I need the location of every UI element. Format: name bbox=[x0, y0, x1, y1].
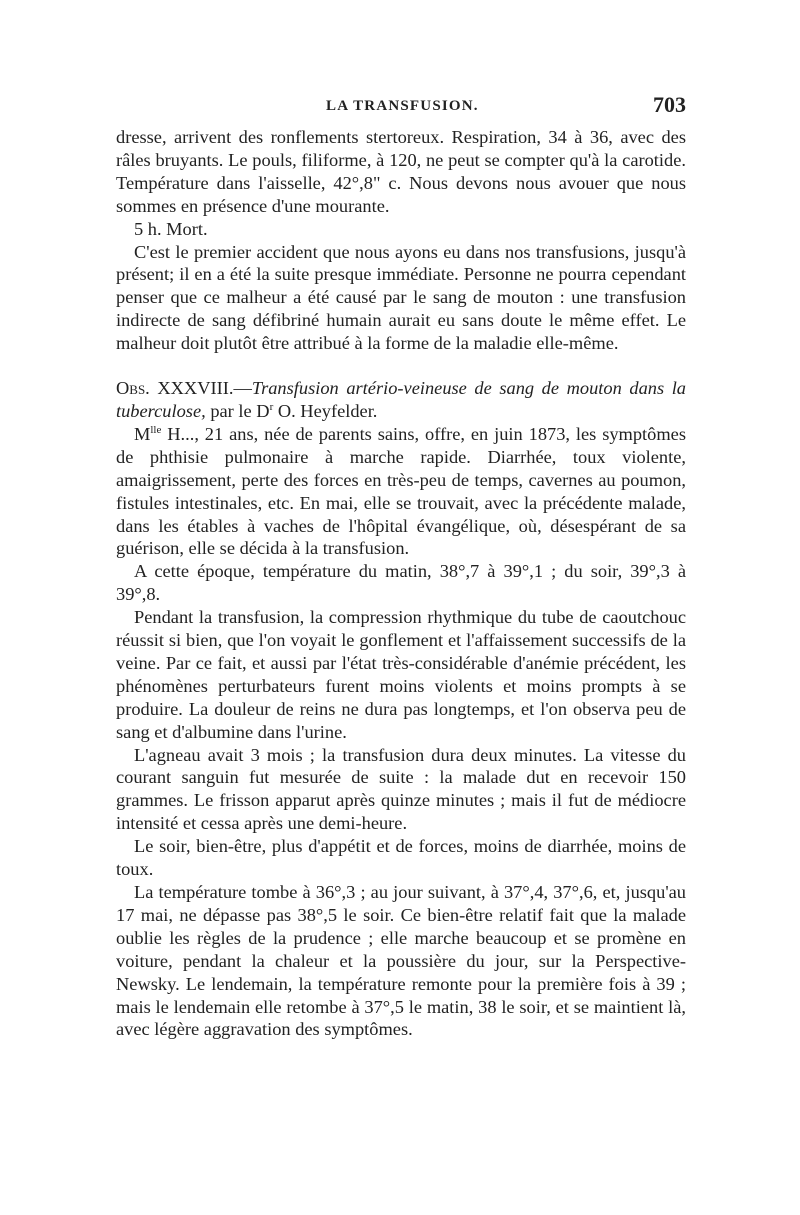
patient-title-sup: lle bbox=[150, 423, 162, 436]
paragraph-commentary: C'est le premier accident que nous ayons eu dans nos transfusions, jusqu'à présent; il en a été la suite presque immédiate. Personne ne pourra cependant penser que ce malheur a été causé par le sang de mouton : une transfusion indirecte de sang défibriné humain aurait eu sans doute le même effet. Le malheur doit plutôt être attribué à la forme de la maladie elle-même. bbox=[116, 241, 686, 354]
observation-label: Obs. XXXVIII. bbox=[116, 378, 234, 399]
running-head: LA TRANSFUSION. bbox=[326, 98, 479, 114]
paragraph-lamb-details: L'agneau avait 3 mois ; la transfusion dura deux minutes. La vitesse du courant sanguin fut mesurée de suite : la malade dut en recevoir 150 grammes. Le frisson apparut après quinze minutes ; mais il fut de médiocre intensité et cessa après une demi-heure. bbox=[116, 744, 686, 834]
page-header bbox=[116, 92, 686, 122]
paragraph-evening: Le soir, bien-être, plus d'appétit et de forces, moins de diarrhée, moins de toux. bbox=[116, 836, 686, 880]
paragraph-procedure: Pendant la transfusion, la compression rhythmique du tube de caoutchouc réussit si bien, que l'on voyait le gonflement et l'affaissement successifs de la veine. Par ce fait, et aussi par l'état très-considérable d'anémie précédent, les phénomènes perturbateurs furent moins violents et moins prompts à se produire. La douleur de reins ne dura pas longtemps, et l'on observa peu de sang et d'albumine dans l'urine. bbox=[116, 607, 686, 742]
observation-author-pre: par le D bbox=[205, 400, 270, 421]
patient-title-pre: M bbox=[134, 423, 151, 444]
paragraph-followup: La température tombe à 36°,3 ; au jour suivant, à 37°,4, 37°,6, et, jusqu'au 17 mai, ne dépasse pas 38°,5 le soir. Ce bien-être relatif fait que la malade oublie les règles de la prudence ; elle marche beaucoup et se promène en voiture, pendant la chaleur et la poussière du jour, sur la Perspective-Newsky. Le lendemain, la température remonte pour la première fois à 39 ; mais le lendemain elle retombe à 37°,5 le matin, 38 le soir, et se maintient là, avec légère aggravation des symptômes. bbox=[116, 882, 686, 1040]
page-number: 703 bbox=[653, 92, 686, 117]
observation-title: Transfusion artério-veineuse de sang de mouton dans la tuberculose, bbox=[116, 378, 686, 421]
paragraph-continued: dresse, arrivent des ronflements stertoreux. Respiration, 34 à 36, avec des râles bruyants. Le pouls, filiforme, à 120, ne peut se compter qu'à la carotide. Température dans l'aisselle, 42°,8" c. Nous devons nous avouer que nous sommes en présence d'une mourante. bbox=[116, 127, 686, 216]
observation-heading: Obs. XXXVIII.—Transfusion artério-veineuse de sang de mouton dans la tuberculose, par le $D^r$ O. Heyfelder. bbox=[116, 378, 686, 421]
patient-history-text: H..., 21 ans, née de parents sains, offre, en juin 1873, les symptômes de phthisie pulmonaire à marche rapide. Diarrhée, toux violente, amaigrissement, perte des forces en très-peu de temps, cavernes au poumon, fistules intestinales, etc. En mai, elle se trouvait, avec la précédente malade, dans les étables à vaches de l'hôpital évangélique, où, désespérant de sa guérison, elle se décida à la transfusion. bbox=[116, 423, 686, 559]
observation-author-post: O. Heyfelder. bbox=[273, 400, 378, 421]
paragraph-temperature: A cette époque, température du matin, 38°,7 à 39°,1 ; du soir, 39°,3 à 39°,8. bbox=[116, 561, 686, 605]
paragraph-death-time: 5 h. Mort. bbox=[134, 218, 208, 239]
page-body bbox=[116, 126, 686, 1041]
paragraph-patient-history bbox=[116, 423, 686, 560]
observation-author-sup: r bbox=[269, 400, 274, 413]
